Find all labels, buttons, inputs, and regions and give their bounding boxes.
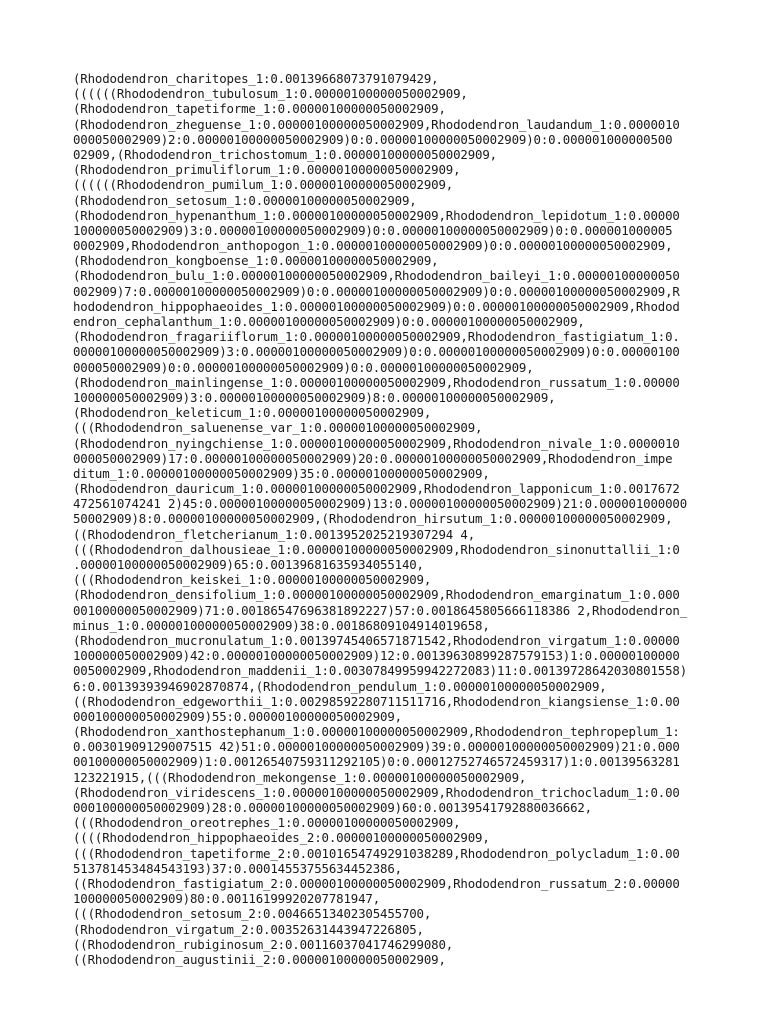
text-line: (Rhododendron_zheguense_1:0.00000100000050002909,Rhododendron_laudandum_1:0.0000010 (73, 116, 680, 132)
text-line: 472561074241 2)45:0.00000100000050002909)13:0.00000100000050002909)21:0.000001000000 (73, 496, 688, 512)
text-line: 50002909)8:0.00000100000050002909,(Rhododendron_hirsutum_1:0.00000100000050002909, (73, 511, 673, 527)
text-line: endron_cephalanthum_1:0.00000100000050002909)0:0.00000100000050002909, (73, 314, 585, 329)
text-line: ((Rhododendron_augustinii_2:0.00000100000050002909, (73, 951, 446, 967)
text-line: (Rhododendron_fragariiflorum_1:0.00000100000050002909,Rhododendron_fastigiatum_1:0. (73, 329, 680, 345)
text-line: 100000050002909)42:0.00000100000050002909)12:0.00139630899287579153)1:0.00000100000 (73, 648, 680, 664)
text-line: (Rhododendron_hypenanthum_1:0.00000100000050002909,Rhododendron_lepidotum_1:0.00000 (73, 207, 680, 223)
text-line: ((((((Rhododendron_tubulosum_1:0.00000100000050002909, (73, 86, 468, 102)
text-line: (Rhododendron_virgatum_2:0.00352631443947226805, (73, 921, 424, 937)
text-line: 100000050002909)3:0.00000100000050002909)0:0.00000100000050002909)0:0.000001000005 (73, 222, 673, 238)
text-line: 123221915,(((Rhododendron_mekongense_1:0.00000100000050002909, (73, 769, 527, 785)
text-line: 00100000050002909)71:0.00186547696381892227)57:0.0018645805666118386 2,Rhododendron_ (73, 602, 688, 618)
text-line: 02909,(Rhododendron_trichostomum_1:0.00000100000050002909, (73, 146, 497, 162)
text-line: (((Rhododendron_dalhousieae_1:0.00000100000050002909,Rhododendron_sinonuttallii_1:0 (73, 541, 680, 557)
text-line: ((((((Rhododendron_pumilum_1:0.00000100000050002909, (73, 177, 454, 193)
text-line: (((Rhododendron_tapetiforme_2:0.00101654749291038289,Rhododendron_polycladum_1:0.00 (73, 845, 680, 861)
text-line: (Rhododendron_xanthostephanum_1:0.00000100000050002909,Rhododendron_tephropeplum_1: (73, 724, 680, 740)
text-line: (Rhododendron_tapetiforme_1:0.00000100000050002909, (73, 101, 446, 117)
text-line: (Rhododendron_kongboense_1:0.00000100000050002909, (73, 253, 439, 269)
text-line: (((Rhododendron_keiskei_1:0.00000100000050002909, (73, 572, 432, 588)
text-line: 100000050002909)80:0.00116199920207781947, (73, 891, 381, 907)
text-line: 0050002909,Rhododendron_maddenii_1:0.00307849959942272083)11:0.00139728642030801558) (73, 663, 688, 679)
text-line: .00000100000050002909)65:0.00139681635934055140, (73, 557, 424, 572)
text-line: 0002909,Rhododendron_anthopogon_1:0.00000100000050002909)0:0.00000100000050002909, (73, 238, 673, 254)
text-line: 00000100000050002909)3:0.00000100000050002909)0:0.00000100000050002909)0:0.00000100 (73, 344, 680, 360)
text-line: (Rhododendron_setosum_1:0.00000100000050002909, (73, 192, 417, 208)
text-line: 000050002909)17:0.00000100000050002909)20:0.00000100000050002909,Rhododendron_impe (73, 450, 673, 466)
text-line: ((((Rhododendron_hippophaeoides_2:0.00000100000050002909, (73, 830, 490, 846)
text-line: 000100000050002909)28:0.00000100000050002909)60:0.00139541792880036662, (73, 800, 592, 815)
text-line: 000050002909)2:0.00000100000050002909)0:0.00000100000050002909)0:0.000001000000500 (73, 131, 673, 147)
text-line: ((Rhododendron_edgeworthii_1:0.00298592280711511716,Rhododendron_kiangsiense_1:0.00 (73, 693, 680, 709)
text-line: (Rhododendron_viridescens_1:0.00000100000050002909,Rhododendron_trichocladum_1:0.00 (73, 784, 680, 800)
text-line: ((Rhododendron_fastigiatum_2:0.00000100000050002909,Rhododendron_russatum_2:0.00000 (73, 875, 680, 891)
text-line: 100000050002909)3:0.00000100000050002909)8:0.00000100000050002909, (73, 389, 556, 405)
text-line: 000050002909)0:0.00000100000050002909)0:0.00000100000050002909, (73, 359, 534, 375)
text-line: 0.00301909129007515 42)51:0.00000100000050002909)39:0.00000100000050002909)21:0.000 (73, 739, 680, 755)
text-line: (Rhododendron_primuliflorum_1:0.00000100000050002909, (73, 162, 461, 178)
text-line: (Rhododendron_mainlingense_1:0.00000100000050002909,Rhododendron_russatum_1:0.00000 (73, 374, 680, 390)
text-line: (Rhododendron_dauricum_1:0.00000100000050002909,Rhododendron_lapponicum_1:0.0017672 (73, 481, 680, 497)
text-line: (Rhododendron_charitopes_1:0.00139668073791079429, (73, 71, 439, 86)
text-line: minus_1:0.00000100000050002909)38:0.00186809104914019658, (73, 617, 490, 633)
text-line: 513781453484543193)37:0.00014553755634452386, (73, 860, 402, 876)
text-line: ditum_1:0.00000100000050002909)35:0.00000100000050002909, (73, 465, 490, 481)
text-line: (Rhododendron_bulu_1:0.00000100000050002909,Rhododendron_baileyi_1:0.00000100000050 (73, 268, 680, 284)
text-line: 000100000050002909)55:0.00000100000050002909, (73, 708, 402, 724)
text-line: (Rhododendron_densifolium_1:0.00000100000050002909,Rhododendron_emarginatum_1:0.000 (73, 587, 680, 603)
text-line: (((Rhododendron_setosum_2:0.00466513402305455700, (73, 906, 432, 922)
newick-tree-text (73, 71, 703, 967)
text-line: (Rhododendron_keleticum_1:0.00000100000050002909, (73, 405, 432, 421)
text-line: (((Rhododendron_saluenense_var_1:0.00000100000050002909, (73, 420, 483, 436)
text-line: (((Rhododendron_oreotrephes_1:0.00000100000050002909, (73, 815, 461, 831)
text-line: ((Rhododendron_rubiginosum_2:0.00116037041746299080, (73, 936, 454, 952)
text-line: 00100000050002909)1:0.00126540759311292105)0:0.00012752746572459317)1:0.00139563281 (73, 754, 680, 770)
text-line: 6:0.00139393946902870874,(Rhododendron_pendulum_1:0.00000100000050002909, (73, 678, 607, 694)
text-line: ((Rhododendron_fletcherianum_1:0.0013952025219307294 4, (73, 526, 476, 542)
text-line: (Rhododendron_mucronulatum_1:0.00139745406571871542,Rhododendron_virgatum_1:0.00000 (73, 632, 680, 648)
text-line: hododendron_hippophaeoides_1:0.00000100000050002909)0:0.00000100000050002909,Rhodod (73, 298, 680, 314)
text-line: 002909)7:0.00000100000050002909)0:0.00000100000050002909)0:0.00000100000050002909,R (73, 283, 680, 299)
text-line: (Rhododendron_nyingchiense_1:0.00000100000050002909,Rhododendron_nivale_1:0.0000010 (73, 435, 680, 451)
